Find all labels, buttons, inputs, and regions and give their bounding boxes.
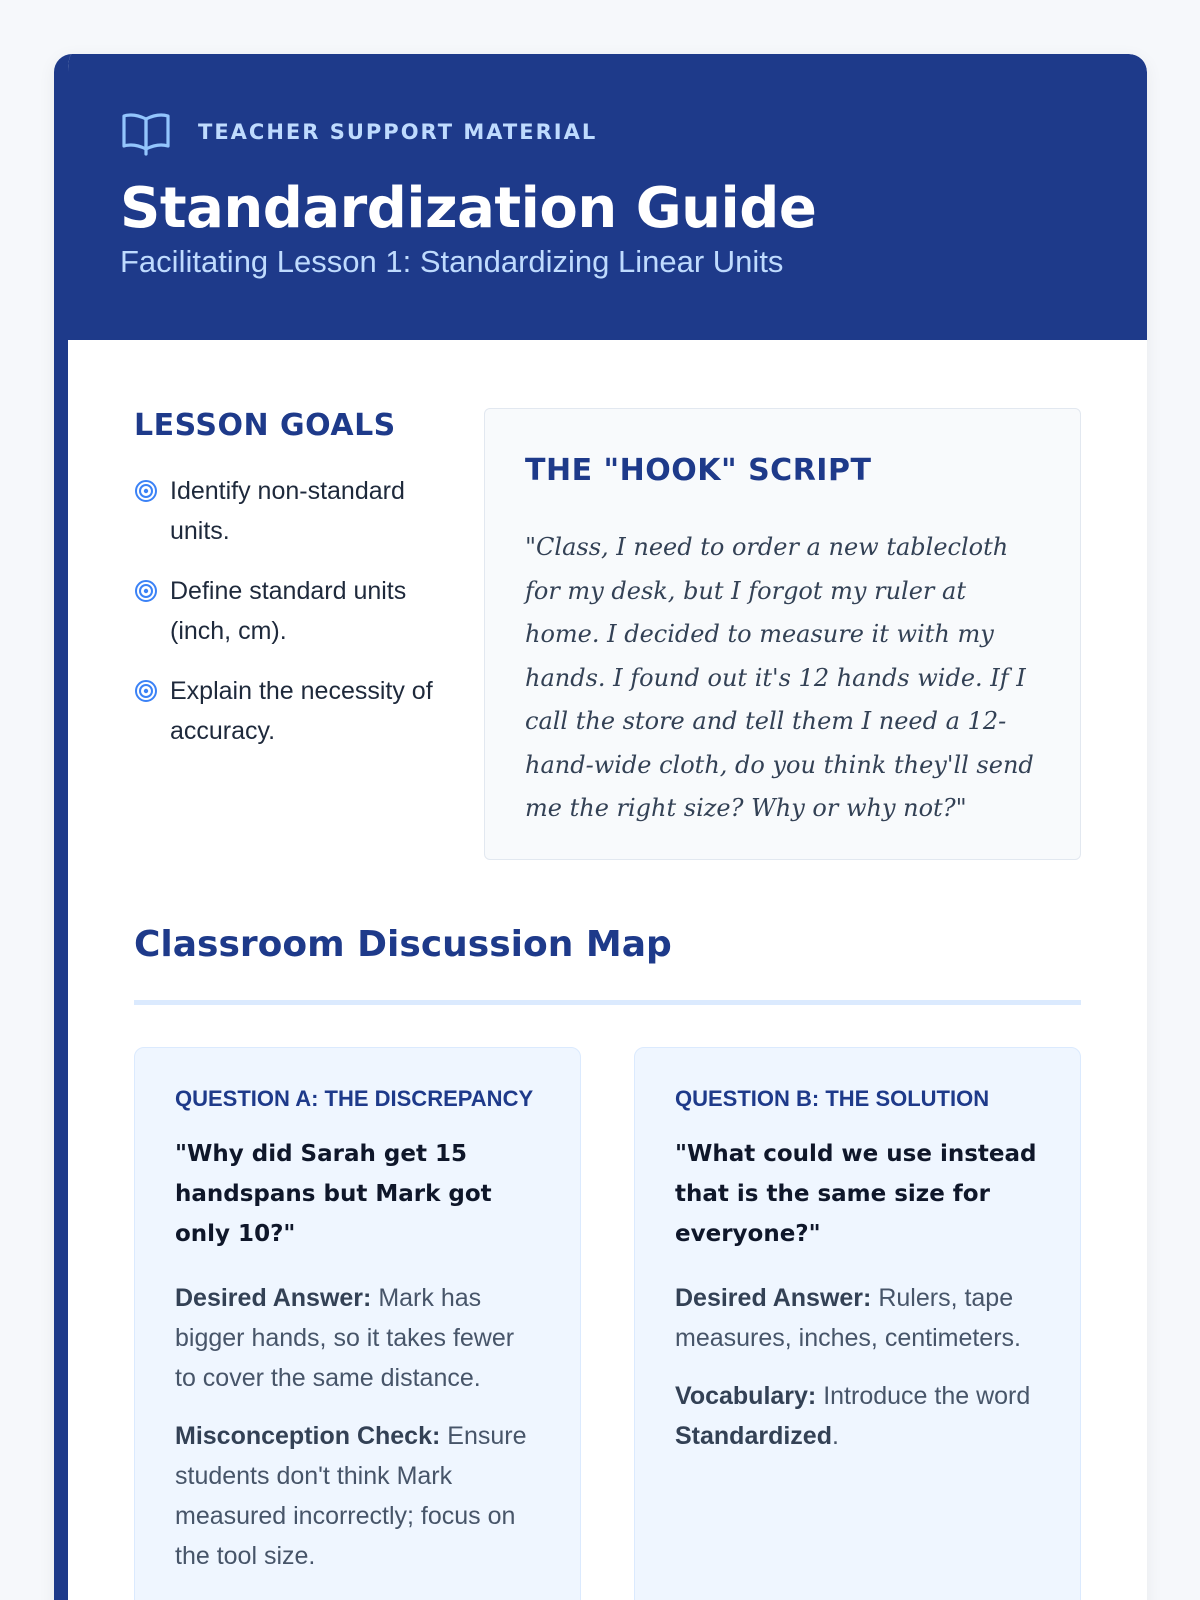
question-b-text: "What could we use instead that is the same size for everyone?" xyxy=(675,1141,1037,1247)
eyebrow-row xyxy=(120,108,597,156)
lesson-goals xyxy=(134,408,444,771)
answer-label: Desired Answer: xyxy=(675,1284,872,1312)
question-a-label: QUESTION A: THE DISCREPANCY xyxy=(175,1086,534,1111)
vocabulary-end: . xyxy=(831,1422,839,1450)
lesson-goals-heading: LESSON GOALS xyxy=(134,408,396,443)
misconception-label: Misconception Check: xyxy=(175,1422,441,1450)
hook-heading: THE "HOOK" SCRIPT xyxy=(525,453,872,488)
misconception-text: Ensure students don't think Mark measured incorrectly; focus on the tool size. xyxy=(175,1422,527,1570)
page-subtitle: Facilitating Lesson 1: Standardizing Linear Units xyxy=(120,244,784,279)
vocabulary-label: Vocabulary: xyxy=(675,1382,817,1410)
guide-card xyxy=(54,54,1147,1600)
hook-script-box xyxy=(484,408,1081,860)
target-icon xyxy=(134,579,158,603)
question-a-misconception xyxy=(175,1416,540,1576)
target-icon xyxy=(134,479,158,503)
question-a-text: "Why did Sarah get 15 handspans but Mark got only 10?" xyxy=(175,1141,492,1247)
vocabulary-text: Introduce the word xyxy=(823,1382,1031,1410)
question-b-answer xyxy=(675,1278,1040,1358)
discussion-heading: Classroom Discussion Map xyxy=(134,924,672,965)
list-item xyxy=(134,571,444,651)
vocabulary-word: Standardized xyxy=(675,1422,832,1450)
question-a-answer xyxy=(175,1278,540,1398)
question-b-card xyxy=(634,1047,1081,1600)
page-title: Standardization Guide xyxy=(120,176,817,241)
goal-text: Explain the necessity of accuracy. xyxy=(170,677,433,745)
header-banner xyxy=(54,54,1147,340)
target-icon xyxy=(134,679,158,703)
section-divider xyxy=(134,1000,1081,1005)
question-b-label: QUESTION B: THE SOLUTION xyxy=(675,1086,990,1111)
question-a-card xyxy=(134,1047,581,1600)
question-b-vocabulary xyxy=(675,1376,1040,1456)
goal-text: Identify non-standard units. xyxy=(170,477,405,545)
goal-text: Define standard units (inch, cm). xyxy=(170,577,407,645)
answer-text: Mark has bigger hands, so it takes fewer to cover the same distance. xyxy=(175,1284,515,1392)
answer-label: Desired Answer: xyxy=(175,1284,372,1312)
answer-text: Rulers, tape measures, inches, centimeters. xyxy=(675,1284,1021,1352)
book-open-icon xyxy=(120,108,172,156)
goal-list xyxy=(134,471,444,751)
list-item xyxy=(134,671,444,751)
hook-script-text: "Class, I need to order a new tablecloth for my desk, but I forgot my ruler at home. I decided to measure it with my hands. I found out it's 12 hands wide. If I call the store and tell them I need a 12-hand-wide cloth, do you think they'll send me the right size? Why or why not?" xyxy=(525,533,1034,822)
list-item xyxy=(134,471,444,551)
eyebrow-label: TEACHER SUPPORT MATERIAL xyxy=(198,120,598,144)
